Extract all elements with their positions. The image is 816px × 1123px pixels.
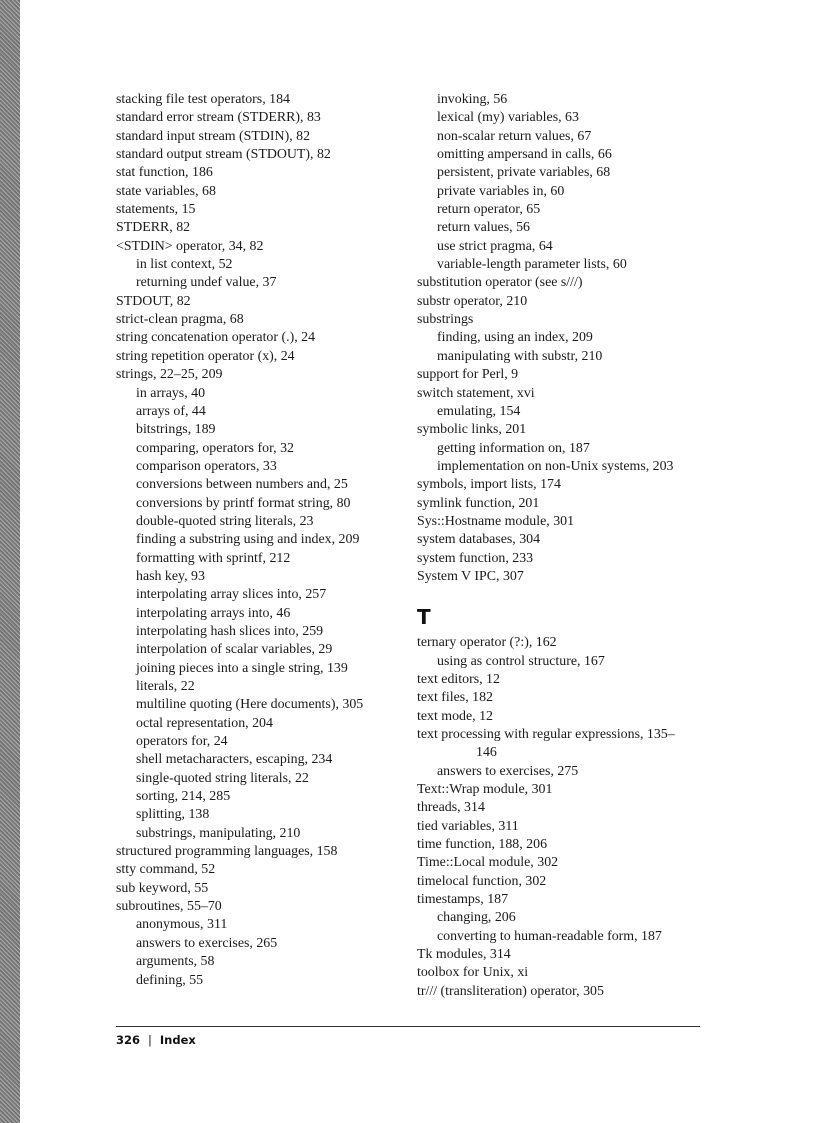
footer-separator: | xyxy=(148,1033,152,1047)
index-subentry: defining, 55 xyxy=(136,972,204,988)
index-entry: stacking file test operators, 184 xyxy=(116,92,290,107)
index-subentry: in list context, 52 xyxy=(136,257,233,273)
index-entry: substitution operator (see s///) xyxy=(417,275,583,291)
index-entry: text editors, 12 xyxy=(417,671,500,687)
index-entry: symbolic links, 201 xyxy=(417,422,527,438)
index-subentry: conversions by printf format string, 80 xyxy=(136,495,351,511)
index-entry: string repetition operator (x), 24 xyxy=(116,348,295,364)
page-number: 326 xyxy=(116,1033,141,1047)
index-subentry: anonymous, 311 xyxy=(136,917,228,933)
index-entry: stat function, 186 xyxy=(116,165,213,181)
index-entry: toolbox for Unix, xi xyxy=(417,965,529,981)
index-subentry: getting information on, 187 xyxy=(437,440,590,456)
index-subentry: interpolating array slices into, 257 xyxy=(136,587,327,603)
index-subentry: persistent, private variables, 68 xyxy=(437,165,611,181)
index-subentry: return values, 56 xyxy=(437,220,530,236)
index-subentry: finding, using an index, 209 xyxy=(437,330,593,346)
index-entry: structured programming languages, 158 xyxy=(116,844,338,860)
index-subentry: interpolating hash slices into, 259 xyxy=(136,623,324,639)
index-entry: sub keyword, 55 xyxy=(116,880,209,896)
index-entry: timelocal function, 302 xyxy=(417,873,547,889)
index-subentry: omitting ampersand in calls, 66 xyxy=(437,147,612,163)
index-subentry: converting to human-readable form, 187 xyxy=(437,928,662,944)
index-subentry: interpolating arrays into, 46 xyxy=(136,605,291,621)
index-entry: System V IPC, 307 xyxy=(417,568,524,584)
index-subentry: non-scalar return values, 67 xyxy=(437,128,592,144)
index-subentry: answers to exercises, 275 xyxy=(437,763,579,779)
index-subentry: use strict pragma, 64 xyxy=(437,238,553,254)
index-entry: text processing with regular expressions, 135– xyxy=(417,727,675,742)
index-subentry: 146 xyxy=(476,745,497,761)
index-entry: support for Perl, 9 xyxy=(417,367,519,383)
index-entry: Text::Wrap module, 301 xyxy=(417,782,553,798)
index-subentry: comparing, operators for, 32 xyxy=(136,440,294,456)
index-subentry: formatting with sprintf, 212 xyxy=(136,550,291,566)
index-subentry: finding a substring using and index, 209 xyxy=(136,532,360,548)
index-subentry: shell metacharacters, escaping, 234 xyxy=(136,752,333,768)
index-entry: stty command, 52 xyxy=(116,862,216,878)
index-entry: symbols, import lists, 174 xyxy=(417,477,561,493)
index-entry: threads, 314 xyxy=(417,800,485,816)
index-entry: tr/// (transliteration) operator, 305 xyxy=(417,983,604,999)
index-subentry: interpolation of scalar variables, 29 xyxy=(136,642,333,658)
index-entry: Tk modules, 314 xyxy=(417,947,511,963)
index-entry: substrings xyxy=(417,312,474,328)
index-subentry: sorting, 214, 285 xyxy=(136,789,231,805)
index-subentry: substrings, manipulating, 210 xyxy=(136,825,301,841)
index-subentry: octal representation, 204 xyxy=(136,715,273,731)
index-entry: tied variables, 311 xyxy=(417,818,519,834)
index-subentry: operators for, 24 xyxy=(136,734,228,750)
index-subentry: joining pieces into a single string, 139 xyxy=(136,660,348,676)
index-entry: subroutines, 55–70 xyxy=(116,899,222,915)
index-subentry: multiline quoting (Here documents), 305 xyxy=(136,697,364,713)
page-footer xyxy=(116,1033,196,1047)
index-entry: strings, 22–25, 209 xyxy=(116,367,223,383)
index-subentry: return operator, 65 xyxy=(437,202,541,218)
index-entry: statements, 15 xyxy=(116,202,196,218)
index-subentry: comparison operators, 33 xyxy=(136,458,277,474)
index-entry: standard output stream (STDOUT), 82 xyxy=(116,147,331,163)
index-subentry: implementation on non-Unix systems, 203 xyxy=(437,458,674,474)
index-entry: Time::Local module, 302 xyxy=(417,855,559,871)
index-entry: switch statement, xvi xyxy=(417,385,535,401)
index-entry: Sys::Hostname module, 301 xyxy=(417,513,575,529)
index-entry: standard input stream (STDIN), 82 xyxy=(116,128,311,144)
index-subentry: invoking, 56 xyxy=(437,92,508,107)
index-subentry: changing, 206 xyxy=(437,910,516,926)
index-subentry: arguments, 58 xyxy=(136,954,215,970)
index-subentry: answers to exercises, 265 xyxy=(136,935,278,951)
index-entry: string concatenation operator (.), 24 xyxy=(116,330,316,346)
index-subentry: conversions between numbers and, 25 xyxy=(136,477,348,493)
index-entry: symlink function, 201 xyxy=(417,495,540,511)
index-subentry: bitstrings, 189 xyxy=(136,422,216,438)
index-subentry: arrays of, 44 xyxy=(136,403,206,419)
index-subentry: in arrays, 40 xyxy=(136,385,206,401)
index-subentry: hash key, 93 xyxy=(136,568,205,584)
index-entry: time function, 188, 206 xyxy=(417,837,548,853)
index-entry: strict-clean pragma, 68 xyxy=(116,312,244,328)
index-subentry: lexical (my) variables, 63 xyxy=(437,110,579,126)
index-entry: text files, 182 xyxy=(417,690,493,706)
scanned-page-edge xyxy=(0,0,20,1123)
index-entry: ternary operator (?:), 162 xyxy=(417,635,557,651)
index-entry: timestamps, 187 xyxy=(417,892,509,908)
index-entry: <STDIN> operator, 34, 82 xyxy=(116,238,264,254)
index-entry: system function, 233 xyxy=(417,550,534,566)
index-entry: standard error stream (STDERR), 83 xyxy=(116,110,321,126)
index-subentry: emulating, 154 xyxy=(437,403,521,419)
index-entry: substr operator, 210 xyxy=(417,293,528,309)
index-subentry: private variables in, 60 xyxy=(437,183,565,199)
index-entry: STDERR, 82 xyxy=(116,220,191,236)
index-column-left xyxy=(116,91,406,990)
index-column-right xyxy=(417,91,707,1001)
index-subentry: splitting, 138 xyxy=(136,807,210,823)
index-subentry: variable-length parameter lists, 60 xyxy=(437,257,627,273)
index-subentry: single-quoted string literals, 22 xyxy=(136,770,309,786)
index-entry: state variables, 68 xyxy=(116,183,216,199)
index-subentry: manipulating with substr, 210 xyxy=(437,348,603,364)
index-entry: text mode, 12 xyxy=(417,708,493,724)
index-subentry: literals, 22 xyxy=(136,679,195,694)
index-subentry: using as control structure, 167 xyxy=(437,653,605,669)
index-subentry: double-quoted string literals, 23 xyxy=(136,513,314,529)
index-entry: STDOUT, 82 xyxy=(116,293,191,309)
index-entry: system databases, 304 xyxy=(417,532,541,548)
section-title: Index xyxy=(159,1033,196,1047)
index-letter-heading: T xyxy=(417,605,431,630)
footer-rule xyxy=(116,1026,700,1027)
index-subentry: returning undef value, 37 xyxy=(136,275,277,291)
